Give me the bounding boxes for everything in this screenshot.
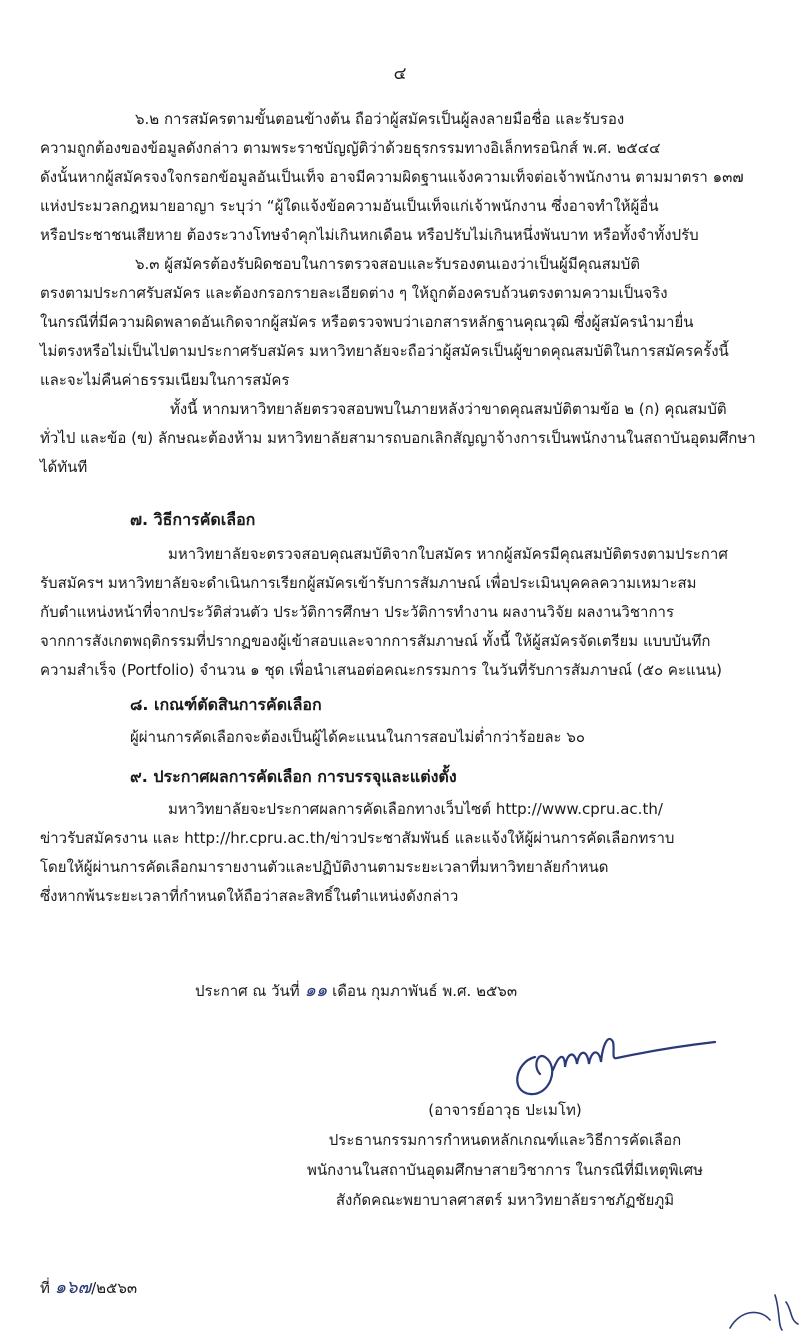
signatory-position-line: สังกัดคณะพยาบาลศาสตร์ มหาวิทยาลัยราชภัฏชัยภูมิ	[335, 1191, 675, 1209]
paragraph-line: มหาวิทยาลัยจะประกาศผลการคัดเลือกทางเว็บไซต์ http://www.cpru.ac.th/	[168, 800, 663, 818]
section-9-heading: ๙. ประกาศผลการคัดเลือก การบรรจุและแต่งตั้ง	[130, 767, 457, 786]
handwritten-doc-number: ๑๖๗	[54, 1277, 92, 1298]
paragraph-line: ดังนั้นหากผู้สมัครจงใจกรอกข้อมูลอันเป็นเท็จ อาจมีความผิดฐานแจ้งความเท็จต่อเจ้าพนักงาน ตามมาตรา ๑๓๗	[40, 168, 744, 186]
signatory-position-line: พนักงานในสถาบันอุดมศึกษาสายวิชาการ ในกรณีที่มีเหตุพิเศษ	[306, 1161, 704, 1179]
handwritten-day: ๑๑	[304, 980, 328, 1001]
section-6-3	[40, 250, 764, 395]
doc-number-prefix: ที่	[40, 1279, 50, 1297]
document-number	[40, 1272, 137, 1301]
section-7-heading: ๗. วิธีการคัดเลือก	[130, 510, 256, 529]
section-8-heading: ๘. เกณฑ์ตัดสินการคัดเลือก	[130, 695, 322, 714]
handwritten-signature	[505, 1012, 725, 1102]
doc-number-suffix: /๒๕๖๓	[91, 1279, 138, 1297]
section-6-2	[40, 105, 764, 250]
paragraph-line: ๖.๓ ผู้สมัครต้องรับผิดชอบในการตรวจสอบและรับรองตนเองว่าเป็นผู้มีคุณสมบัติ	[135, 255, 640, 273]
paragraph-line: ทั่วไป และข้อ (ข) ลักษณะต้องห้าม มหาวิทยาลัยสามารถบอกเลิกสัญญาจ้างการเป็นพนักงานในสถาบันอุดมศึกษา	[40, 429, 756, 447]
paragraph-line: และจะไม่คืนค่าธรรมเนียมในการสมัคร	[40, 371, 290, 389]
announcement-date	[195, 975, 517, 1004]
page-number: ๔	[393, 64, 407, 84]
paragraph-line: กับตำแหน่งหน้าที่จากประวัติส่วนตัว ประวัติการศึกษา ประวัติการทำงาน ผลงานวิจัย ผลงานวิชาการ	[40, 603, 675, 621]
section-7-body	[40, 540, 764, 685]
paragraph-line: ข่าวรับสมัครงาน และ http://hr.cpru.ac.th/ข่าวประชาสัมพันธ์ และแจ้งให้ผู้ผ่านการคัดเลือกทราบ	[40, 829, 675, 847]
paragraph-line: มหาวิทยาลัยจะตรวจสอบคุณสมบัติจากใบสมัคร หากผู้สมัครมีคุณสมบัติตรงตามประกาศ	[168, 545, 728, 563]
paragraph-line: ผู้ผ่านการคัดเลือกจะต้องเป็นผู้ได้คะแนนในการสอบไม่ต่ำกว่าร้อยละ ๖๐	[130, 728, 586, 746]
signatory-name: (อาจารย์อาวุธ ปะเมโท)	[428, 1101, 582, 1119]
paragraph-line: ซึ่งหากพ้นระยะเวลาที่กำหนดให้ถือว่าสละสิทธิ์ในตำแหน่งดังกล่าว	[40, 887, 459, 905]
paragraph-line: โดยให้ผู้ผ่านการคัดเลือกมารายงานตัวและปฏิบัติงานตามระยะเวลาที่มหาวิทยาลัยกำหนด	[40, 858, 609, 876]
paragraph-line: ตรงตามประกาศรับสมัคร และต้องกรอกรายละเอียดต่าง ๆ ให้ถูกต้องครบถ้วนตรงตามความเป็นจริง	[40, 284, 668, 302]
paragraph-line: หรือประชาชนเสียหาย ต้องระวางโทษจำคุกไม่เกินหกเดือน หรือปรับไม่เกินหนึ่งพันบาท หรือทั้งจำทั้งปรับ	[40, 226, 699, 244]
paragraph-line: รับสมัครฯ มหาวิทยาลัยจะดำเนินการเรียกผู้สมัครเข้ารับการสัมภาษณ์ เพื่อประเมินบุคคลความเหมาะสม	[40, 574, 697, 592]
date-prefix: ประกาศ ณ วันที่	[195, 982, 300, 1000]
paragraph-line: ในกรณีที่มีความผิดพลาดอันเกิดจากผู้สมัคร หรือตรวจพบว่าเอกสารหลักฐานคุณวุฒิ ซึ่งผู้สมัครนำมายื่น	[40, 313, 694, 331]
paragraph-line: ๖.๒ การสมัครตามขั้นตอนข้างต้น ถือว่าผู้สมัครเป็นผู้ลงลายมือชื่อ และรับรอง	[135, 110, 625, 128]
paragraph-line: จากการสังเกตพฤติกรรมที่ปรากฏของผู้เข้าสอบและจากการสัมภาษณ์ ทั้งนี้ ให้ผู้สมัครจัดเตรียม แบบบันทึก	[40, 632, 711, 650]
paragraph-line: ความถูกต้องของข้อมูลดังกล่าว ตามพระราชบัญญัติว่าด้วยธุรกรรมทางอิเล็กทรอนิกส์ พ.ศ. ๒๕๔๔	[40, 139, 661, 157]
signatory-name-block	[280, 1095, 730, 1215]
date-suffix: เดือน กุมภาพันธ์ พ.ศ. ๒๕๖๓	[332, 982, 518, 1000]
section-9-body	[40, 795, 764, 911]
signatory-position-line: ประธานกรรมการกำหนดหลักเกณฑ์และวิธีการคัดเลือก	[328, 1131, 682, 1149]
paragraph-line: แห่งประมวลกฎหมายอาญา ระบุว่า “ผู้ใดแจ้งข้อความอันเป็นเท็จแก่เจ้าพนักงาน ซึ่งอาจทำให้ผู้อื่น	[40, 197, 659, 215]
section-8-body	[40, 723, 764, 752]
disqualification-note	[40, 395, 764, 482]
paragraph-line: ความสำเร็จ (Portfolio) จำนวน ๑ ชุด เพื่อนำเสนอต่อคณะกรรมการ ในวันที่รับการสัมภาษณ์ (๕๐ คะแนน)	[40, 661, 723, 679]
corner-handwritten-mark	[720, 1290, 800, 1331]
paragraph-line: ไม่ตรงหรือไม่เป็นไปตามประกาศรับสมัคร มหาวิทยาลัยจะถือว่าผู้สมัครเป็นผู้ขาดคุณสมบัติในการสมัครครั้งนี้	[40, 342, 729, 360]
paragraph-line: ได้ทันที	[40, 458, 88, 476]
paragraph-line: ทั้งนี้ หากมหาวิทยาลัยตรวจสอบพบในภายหลังว่าขาดคุณสมบัติตามข้อ ๒ (ก) คุณสมบัติ	[170, 400, 727, 418]
